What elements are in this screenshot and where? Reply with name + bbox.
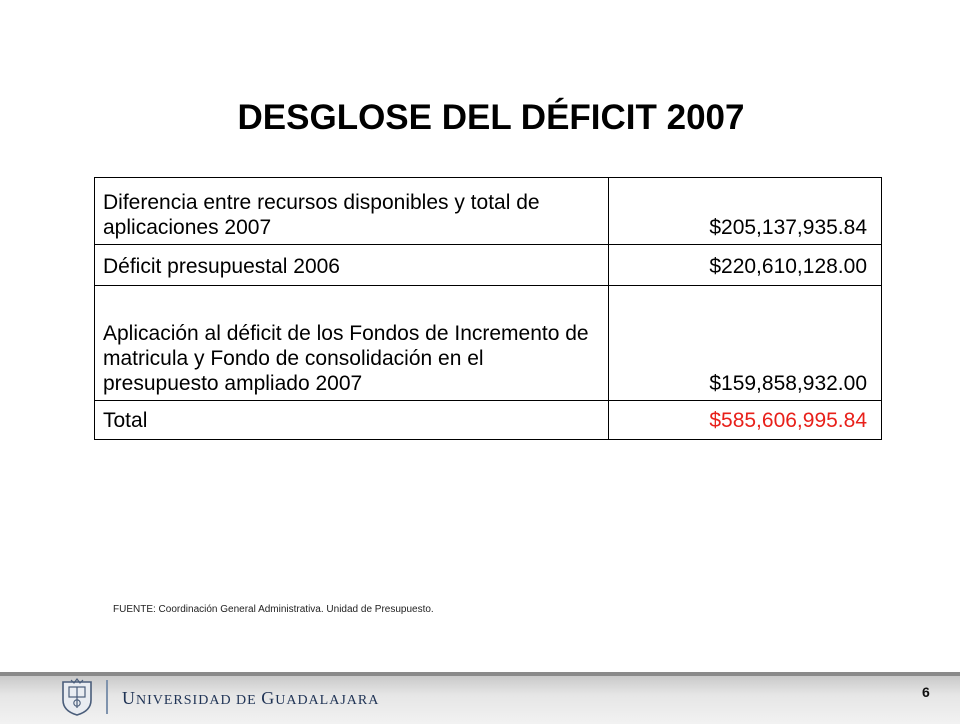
page-number: 6 <box>922 684 930 700</box>
row-amount: $159,858,932.00 <box>609 286 882 401</box>
university-initial-u: U <box>122 688 136 708</box>
university-seal-icon <box>60 678 94 716</box>
table-row <box>95 286 882 401</box>
row-amount: $220,610,128.00 <box>609 245 882 286</box>
deficit-table <box>94 177 882 440</box>
university-name <box>122 688 379 709</box>
slide-title: DESGLOSE DEL DÉFICIT 2007 <box>237 98 745 137</box>
total-label: Total <box>95 401 609 440</box>
table-row <box>95 245 882 286</box>
university-initial-g: G <box>261 688 276 708</box>
row-label: Déficit presupuestal 2006 <box>95 245 609 286</box>
total-row <box>95 401 882 440</box>
table-row <box>95 178 882 245</box>
row-label: Aplicación al déficit de los Fondos de Incremento de matricula y Fondo de consolidación en el presupuesto ampliado 2007 <box>95 286 609 401</box>
row-amount: $205,137,935.84 <box>609 178 882 245</box>
source-note: FUENTE: Coordinación General Administrativa. Unidad de Presupuesto. <box>113 604 434 615</box>
university-text-1: NIVERSIDAD DE <box>136 693 262 708</box>
university-text-2: UADALAJARA <box>275 693 380 708</box>
row-label: Diferencia entre recursos disponibles y total de aplicaciones 2007 <box>95 178 609 245</box>
footer-divider <box>106 680 108 714</box>
total-amount: $585,606,995.84 <box>609 401 882 440</box>
